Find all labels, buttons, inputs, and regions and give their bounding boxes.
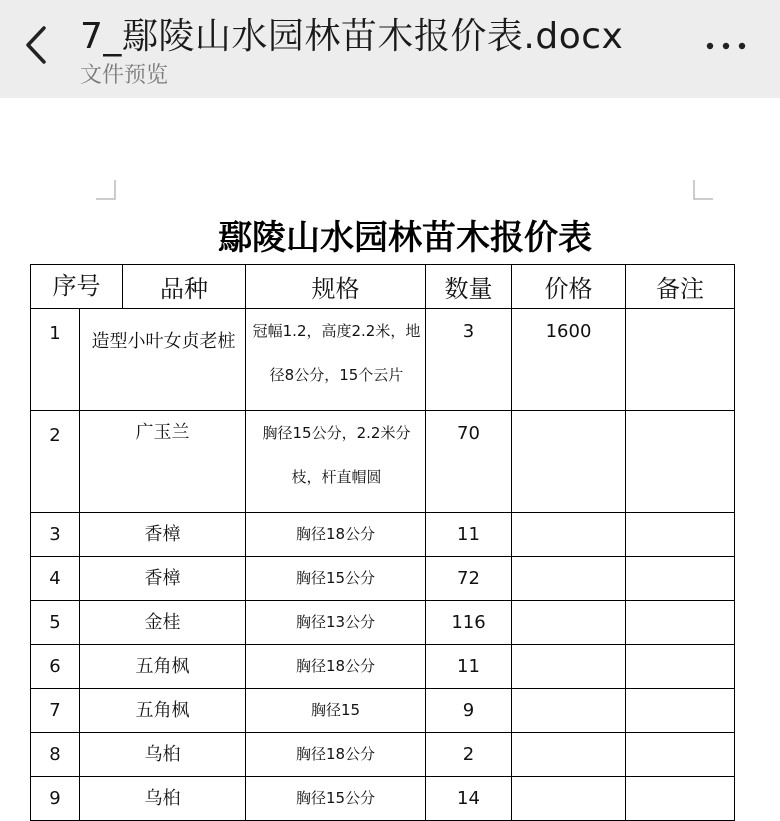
price-cell (512, 411, 626, 513)
table-row (31, 645, 735, 689)
note-cell (626, 557, 735, 601)
qty-cell: 11 (426, 645, 512, 689)
price-cell (512, 689, 626, 733)
variety-cell: 香樟 (80, 557, 246, 601)
seq-cell: 9 (31, 777, 80, 821)
note-cell (626, 411, 735, 513)
table-row (31, 309, 735, 411)
top-bar (0, 0, 780, 98)
variety-cell: 五角枫 (80, 689, 246, 733)
qty-cell: 72 (426, 557, 512, 601)
price-cell (512, 777, 626, 821)
seq-cell: 1 (31, 309, 80, 411)
spec-cell: 胸径13公分 (246, 601, 426, 645)
seq-cell: 7 (31, 689, 80, 733)
spec-cell: 胸径18公分 (246, 645, 426, 689)
seq-cell: 6 (31, 645, 80, 689)
spec-cell: 胸径18公分 (246, 733, 426, 777)
qty-cell: 3 (426, 309, 512, 411)
price-cell: 1600 (512, 309, 626, 411)
spec-cell: 胸径15公分 (246, 557, 426, 601)
qty-cell: 116 (426, 601, 512, 645)
table-row (31, 411, 735, 513)
note-cell (626, 777, 735, 821)
variety-cell: 香樟 (80, 513, 246, 557)
note-cell (626, 645, 735, 689)
header-cell: 数量 (426, 265, 512, 309)
price-cell (512, 513, 626, 557)
variety-cell: 乌桕 (80, 777, 246, 821)
back-arrow-icon[interactable] (18, 22, 58, 68)
spec-cell: 胸径15公分 (246, 777, 426, 821)
seq-cell: 2 (31, 411, 80, 513)
variety-cell: 乌桕 (80, 733, 246, 777)
qty-cell: 11 (426, 513, 512, 557)
note-cell (626, 689, 735, 733)
note-cell (626, 309, 735, 411)
table-row (31, 689, 735, 733)
qty-cell: 70 (426, 411, 512, 513)
table-row (31, 513, 735, 557)
header-cell: 备注 (626, 265, 735, 309)
price-table (30, 264, 735, 821)
table-row (31, 557, 735, 601)
spec-cell: 冠幅1.2，高度2.2米，地径8公分，15个云片 (246, 309, 426, 411)
table-row (31, 601, 735, 645)
price-cell (512, 733, 626, 777)
seq-cell: 8 (31, 733, 80, 777)
table-header-row (31, 265, 735, 309)
header-cell: 价格 (512, 265, 626, 309)
more-options-icon[interactable] (704, 40, 748, 52)
file-title: 7_鄢陵山水园林苗木报价表.docx (80, 16, 624, 57)
margin-corner-mark-left (96, 180, 116, 200)
seq-cell: 3 (31, 513, 80, 557)
spec-cell: 胸径15 (246, 689, 426, 733)
table-row (31, 733, 735, 777)
qty-cell: 9 (426, 689, 512, 733)
header-seq-variety (31, 265, 246, 309)
seq-cell: 4 (31, 557, 80, 601)
header-cell: 品种 (160, 275, 208, 303)
variety-cell: 五角枫 (80, 645, 246, 689)
variety-cell: 广玉兰 (80, 411, 246, 513)
margin-corner-mark-right (693, 180, 713, 200)
seq-cell: 5 (31, 601, 80, 645)
variety-cell: 金桂 (80, 601, 246, 645)
table-row (31, 777, 735, 821)
document-heading: 鄢陵山水园林苗木报价表 (218, 218, 592, 258)
note-cell (626, 513, 735, 557)
spec-cell: 胸径18公分 (246, 513, 426, 557)
spec-cell: 胸径15公分，2.2米分枝，杆直帽圆 (246, 411, 426, 513)
qty-cell: 2 (426, 733, 512, 777)
file-subtitle: 文件预览 (80, 63, 169, 88)
variety-cell: 造型小叶女贞老桩 (80, 309, 246, 411)
price-cell (512, 645, 626, 689)
header-cell: 序号 (31, 265, 123, 308)
qty-cell: 14 (426, 777, 512, 821)
note-cell (626, 601, 735, 645)
price-cell (512, 601, 626, 645)
price-cell (512, 557, 626, 601)
note-cell (626, 733, 735, 777)
header-cell: 规格 (246, 265, 426, 309)
